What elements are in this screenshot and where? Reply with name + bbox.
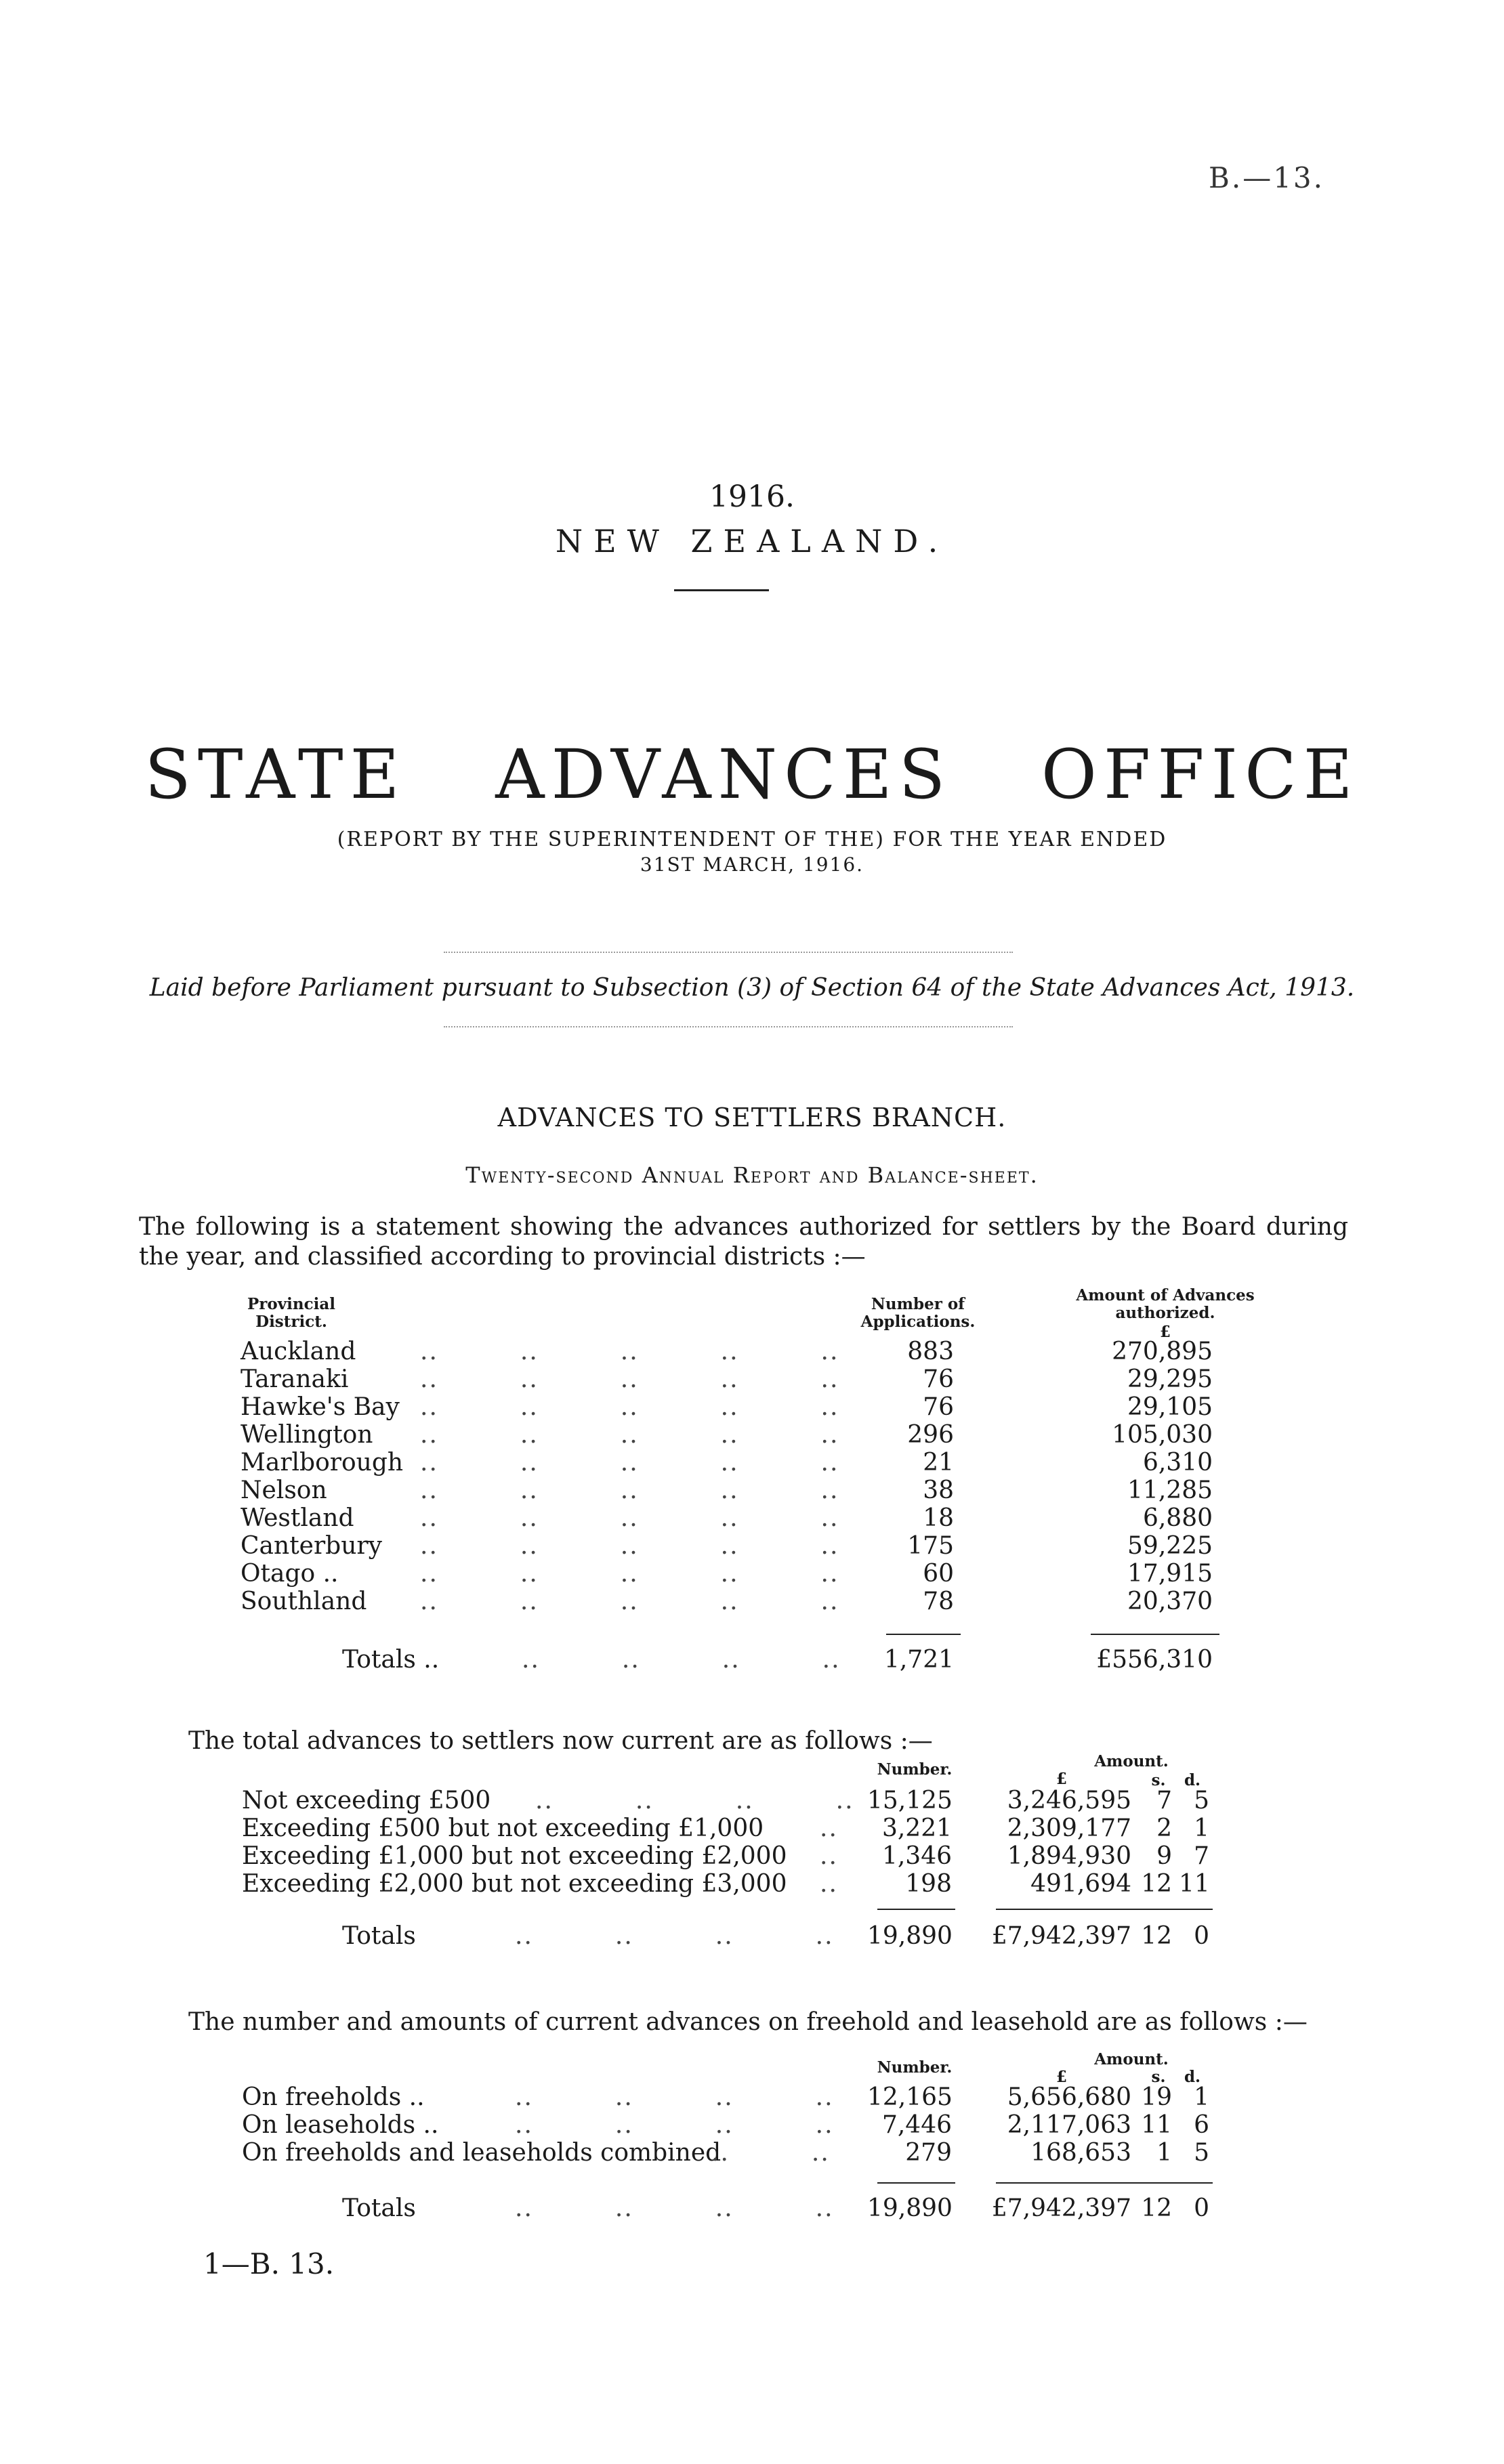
number-value: 1,346 (881, 1842, 952, 1870)
pounds-value: 3,246,595 (1007, 1787, 1131, 1814)
pence-header: d. (1184, 1771, 1201, 1789)
pence-value: 11 (1179, 1870, 1210, 1898)
pence-value: 5 (1194, 1787, 1209, 1814)
applications-value: 76 (923, 1393, 954, 1421)
applications-value: 78 (923, 1588, 954, 1615)
applications-value: 60 (923, 1560, 954, 1588)
table-row (0, 1338, 1504, 1366)
intro-paragraph: The following is a statement showing the advances authorized for settlers by the Board during the year, and classified according to provincial districts :— (139, 1213, 1348, 1271)
totals-label: Totals (342, 2194, 416, 2222)
page-reference: B.—13. (1208, 161, 1324, 194)
totals-number: 19,890 (867, 1922, 953, 1950)
applications-value: 18 (923, 1504, 954, 1532)
tenure-label: On leaseholds .. (242, 2111, 439, 2139)
leader-dots: .. .. .. .. (535, 1787, 854, 1814)
table-row (0, 1365, 1504, 1394)
amount-value: 17,915 (1127, 1560, 1213, 1588)
district-column-header: Provincial District. (247, 1295, 335, 1331)
pence-value: 1 (1194, 1814, 1209, 1842)
tenure-label: On freeholds and leaseholds combined (242, 2139, 722, 2167)
applications-column-header: Number of Applications. (860, 1295, 976, 1331)
pounds-value: 491,694 (1030, 1870, 1131, 1898)
totals-pounds: £7,942,397 (991, 1922, 1131, 1950)
leader-dots: .. (820, 1814, 838, 1842)
amount-value: 59,225 (1127, 1532, 1213, 1560)
table-row (0, 2139, 1504, 2167)
totals-row (0, 1646, 1504, 1674)
amount-value: 6,880 (1142, 1504, 1213, 1532)
number-value: 7,446 (881, 2111, 952, 2139)
table-row (0, 1393, 1504, 1422)
leader-dots: .. .. .. .. .. (420, 1477, 839, 1504)
number-value: 15,125 (867, 1787, 953, 1814)
footer-reference: 1—B. 13. (203, 2247, 335, 2280)
shillings-header: s. (1151, 2068, 1166, 2086)
current-advances-intro: The total advances to settlers now current are as follows :— (188, 1727, 933, 1755)
leader-dots: .. .. .. .. .. (420, 1532, 839, 1560)
totals-amount: £556,310 (1096, 1646, 1213, 1674)
applications-value: 883 (907, 1338, 954, 1365)
pence-value: 5 (1194, 2139, 1209, 2167)
band-label: Exceeding £500 but not exceeding £1,000 (242, 1814, 764, 1842)
table-row (0, 1560, 1504, 1588)
table-row (0, 1449, 1504, 1477)
table-row (0, 1814, 1504, 1843)
amount-total-rule (1091, 1634, 1219, 1635)
number-column-header: Number. (877, 1760, 953, 1779)
leader-dots: .. .. .. .. .. (420, 1588, 839, 1615)
report-year: 1916. (709, 480, 795, 514)
leader-dots: .. .. .. .. (515, 2194, 834, 2222)
applications-value: 76 (923, 1365, 954, 1393)
leader-dots: .. .. .. .. .. (420, 1365, 839, 1393)
shillings-value: 7 (1156, 1787, 1172, 1814)
table-row (0, 1504, 1504, 1533)
totals-shillings: 12 (1141, 1922, 1172, 1950)
amount-unit-label: £ (1159, 1323, 1171, 1341)
leader-dots: .. .. .. .. .. (420, 1449, 839, 1477)
table-row (0, 1588, 1504, 1616)
pounds-value: 1,894,930 (1007, 1842, 1131, 1870)
tenure-label: On freeholds .. (242, 2083, 425, 2111)
pence-value: 7 (1194, 1842, 1209, 1870)
leader-dots: .. .. (711, 2139, 830, 2167)
district-name: Marlborough (241, 1449, 404, 1477)
table-row (0, 1477, 1504, 1505)
band-label: Exceeding £1,000 but not exceeding £2,000 (242, 1842, 787, 1870)
pounds-value: 2,309,177 (1007, 1814, 1131, 1842)
leader-dots: .. .. .. .. .. (420, 1421, 839, 1449)
tenure-intro: The number and amounts of current advances on freehold and leasehold are as follows :— (188, 2008, 1308, 2036)
amount-value: 29,105 (1127, 1393, 1213, 1421)
table-row (0, 1787, 1504, 1815)
shillings-value: 11 (1141, 2111, 1172, 2139)
table-row (0, 1870, 1504, 1898)
amount-value: 105,030 (1112, 1421, 1213, 1449)
country-heading: NEW ZEALAND. (555, 523, 949, 559)
number-column-header: Number. (877, 2058, 953, 2077)
table-row (0, 2083, 1504, 2112)
leader-dots: .. (820, 1870, 838, 1898)
applications-value: 175 (907, 1532, 954, 1560)
leader-dots: .. .. .. .. .. (420, 1393, 839, 1421)
district-name: Taranaki (241, 1365, 349, 1393)
pounds-header: £ (1056, 1770, 1067, 1788)
totals-row (0, 2194, 1504, 2223)
district-name: Nelson (241, 1477, 327, 1504)
document-subtitle-date: 31ST MARCH, 1916. (640, 853, 864, 876)
table-row (0, 1842, 1504, 1871)
shillings-value: 1 (1156, 2139, 1172, 2167)
document-subtitle: (REPORT BY THE SUPERINTENDENT OF THE) FOR THE YEAR ENDED (337, 828, 1167, 851)
pounds-header: £ (1056, 2068, 1067, 2086)
shillings-value: 19 (1141, 2083, 1172, 2111)
totals-row (0, 1922, 1504, 1951)
shillings-value: 12 (1141, 1870, 1172, 1898)
pounds-value: 5,656,680 (1007, 2083, 1131, 2111)
leader-dots: .. .. .. .. (515, 2111, 834, 2139)
shillings-header: s. (1151, 1771, 1166, 1789)
district-name: Auckland (241, 1338, 356, 1365)
title-divider (674, 589, 769, 591)
leader-dots: .. .. .. .. .. (420, 1504, 839, 1532)
district-name: Westland (241, 1504, 354, 1532)
leader-dots: .. .. .. .. .. (420, 1338, 839, 1365)
amount-total-rule (996, 2182, 1213, 2184)
applications-total-rule (886, 1634, 961, 1635)
number-value: 3,221 (881, 1814, 952, 1842)
band-label: Exceeding £2,000 but not exceeding £3,000 (242, 1870, 787, 1898)
band-label: Not exceeding £500 (242, 1787, 491, 1814)
leader-dots: .. .. .. .. (515, 2083, 834, 2111)
number-total-rule (877, 1909, 955, 1910)
amount-column-header: Amount. (1094, 2050, 1169, 2068)
amount-column-header: Amount of Advances authorized. (1076, 1286, 1255, 1322)
amount-value: 6,310 (1142, 1449, 1213, 1477)
branch-heading: ADVANCES TO SETTLERS BRANCH. (497, 1103, 1007, 1132)
lower-dotted-rule (444, 1026, 1013, 1027)
number-total-rule (877, 2182, 955, 2184)
upper-dotted-rule (444, 952, 1013, 953)
totals-shillings: 12 (1141, 2194, 1172, 2222)
laid-before-statement: Laid before Parliament pursuant to Subsection (3) of Section 64 of the State Advances Act, 1913. (149, 974, 1355, 1002)
amount-column-header: Amount. (1094, 1752, 1169, 1770)
totals-pounds: £7,942,397 (991, 2194, 1131, 2222)
amount-total-rule (996, 1909, 1213, 1910)
leader-dots: .. (820, 1842, 838, 1870)
number-value: 12,165 (867, 2083, 953, 2111)
table-row (0, 2111, 1504, 2140)
district-name: Hawke's Bay (241, 1393, 400, 1421)
totals-label: Totals (342, 1922, 416, 1950)
district-name: Otago .. (241, 1560, 339, 1588)
district-name: Southland (241, 1588, 367, 1615)
leader-dots: .. .. .. .. (515, 1922, 834, 1950)
amount-value: 11,285 (1127, 1477, 1213, 1504)
applications-value: 38 (923, 1477, 954, 1504)
district-name: Canterbury (241, 1532, 382, 1560)
pounds-value: 2,117,063 (1007, 2111, 1131, 2139)
pounds-value: 168,653 (1030, 2139, 1131, 2167)
number-value: 198 (905, 1870, 952, 1898)
shillings-value: 2 (1156, 1814, 1172, 1842)
amount-value: 20,370 (1127, 1588, 1213, 1615)
amount-value: 29,295 (1127, 1365, 1213, 1393)
district-name: Wellington (241, 1421, 373, 1449)
number-value: 279 (905, 2139, 952, 2167)
pence-value: 1 (1194, 2083, 1209, 2111)
pence-value: 6 (1194, 2111, 1209, 2139)
annual-report-heading: Twenty-second Annual Report and Balance-sheet. (465, 1162, 1039, 1188)
applications-value: 296 (907, 1421, 954, 1449)
shillings-value: 9 (1156, 1842, 1172, 1870)
totals-pence: 0 (1194, 2194, 1209, 2222)
amount-value: 270,895 (1112, 1338, 1213, 1365)
leader-dots: .. .. .. .. (522, 1646, 841, 1674)
leader-dots: .. .. .. .. .. (420, 1560, 839, 1588)
totals-number: 19,890 (867, 2194, 953, 2222)
pence-header: d. (1184, 2068, 1201, 2086)
applications-value: 21 (923, 1449, 954, 1477)
totals-label: Totals .. (342, 1646, 440, 1674)
table-row (0, 1421, 1504, 1449)
totals-applications: 1,721 (883, 1646, 954, 1674)
table-row (0, 1532, 1504, 1560)
document-title: STATE ADVANCES OFFICE (144, 735, 1360, 814)
totals-pence: 0 (1194, 1922, 1209, 1950)
